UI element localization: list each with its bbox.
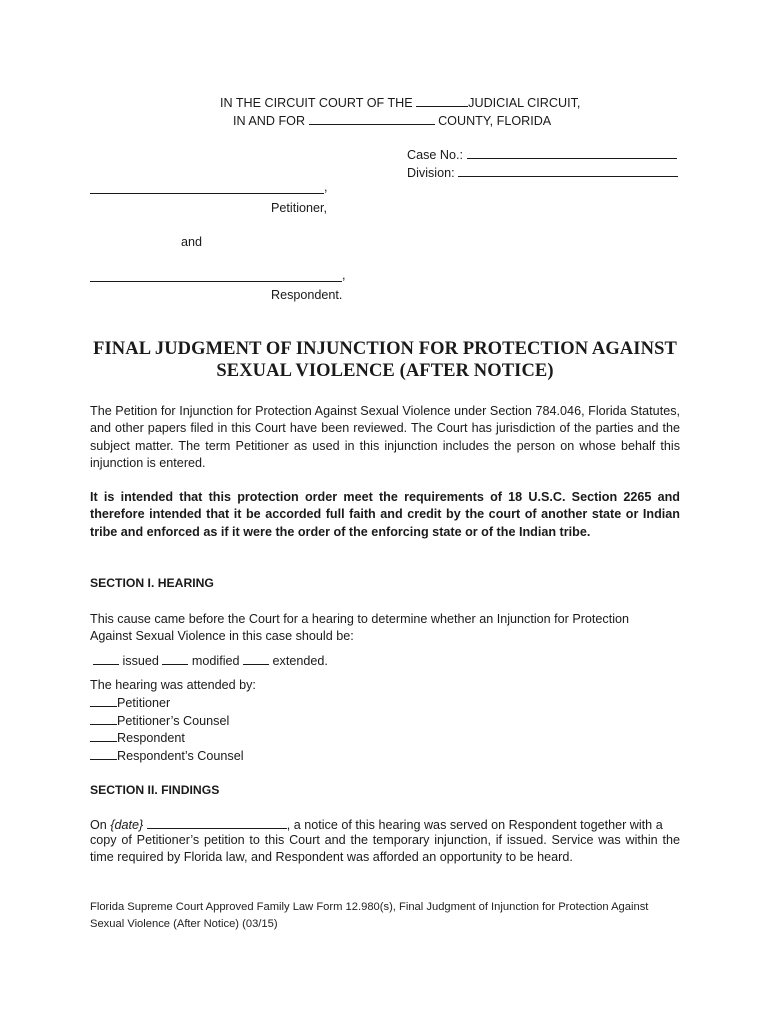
section-1-text: This cause came before the Court for a hearing to determine whether an Injunction for Protection Against Sexual Violence in this case should be: xyxy=(90,612,630,644)
court-line-1 xyxy=(220,95,580,110)
attendee-respondent: Respondent xyxy=(117,731,185,745)
issued-checkbox[interactable] xyxy=(93,653,119,665)
document-title-line-1: FINAL JUDGMENT OF INJUNCTION FOR PROTECTION AGAINST xyxy=(93,339,677,359)
option-issued: issued xyxy=(122,654,159,668)
on-label: On xyxy=(90,818,107,832)
respondent-comma: , xyxy=(342,268,346,282)
section-2-heading: SECTION II. FINDINGS xyxy=(90,783,220,797)
attended-label: The hearing was attended by: xyxy=(90,678,256,692)
extended-checkbox[interactable] xyxy=(243,653,269,665)
court-line-1-suffix: JUDICIAL CIRCUIT, xyxy=(468,96,581,110)
document-title-line-2: SEXUAL VIOLENCE (AFTER NOTICE) xyxy=(216,361,554,381)
attendee-checkbox[interactable] xyxy=(90,713,117,725)
case-number-label: Case No.: xyxy=(407,148,463,162)
petitioner-comma: , xyxy=(324,180,328,194)
division-row xyxy=(407,165,678,180)
attendee-petitioner: Petitioner xyxy=(117,696,171,710)
court-line-2-suffix: COUNTY, FLORIDA xyxy=(438,114,552,128)
county-blank[interactable] xyxy=(309,113,435,125)
petitioner-name-field[interactable] xyxy=(90,193,324,194)
attendee-petitioner-counsel: Petitioner’s Counsel xyxy=(117,714,230,728)
attendee-row xyxy=(90,748,244,763)
attendee-checkbox[interactable] xyxy=(90,695,117,707)
date-field[interactable] xyxy=(147,817,287,829)
findings-text-after-date: , a notice of this hearing was served on Respondent together with a xyxy=(286,818,663,832)
attendee-row xyxy=(90,713,229,728)
attendee-checkbox[interactable] xyxy=(90,748,117,760)
findings-text-rest: copy of Petitioner’s petition to this Court and the temporary injunction, if issued. Service was within the time required by Florida law, and Respondent was afforded an opportunity to be heard. xyxy=(90,833,680,865)
form-footer-line-1: Florida Supreme Court Approved Family Law Form 12.980(s), Final Judgment of Injunction for Protection Against xyxy=(90,901,649,913)
hearing-options-row xyxy=(93,653,328,668)
petitioner-label: Petitioner, xyxy=(271,201,328,215)
court-line-1-prefix: IN THE CIRCUIT COURT OF THE xyxy=(220,96,413,110)
case-number-row xyxy=(407,147,677,162)
circuit-number-blank[interactable] xyxy=(416,95,468,107)
intro-paragraph: The Petition for Injunction for Protection Against Sexual Violence under Section 784.046, Florida Statutes, and other papers filed in this Court have been reviewed. The Court has jurisdiction of the parties and the subject matter. The term Petitioner as used in this injunction includes the person on whose behalf this injunction is entered. xyxy=(90,404,680,471)
attendee-row xyxy=(90,730,185,745)
respondent-name-field[interactable] xyxy=(90,281,342,282)
attendee-respondent-counsel: Respondent’s Counsel xyxy=(117,749,244,763)
court-line-2-prefix: IN AND FOR xyxy=(233,114,306,128)
case-number-field[interactable] xyxy=(467,147,677,159)
court-line-2 xyxy=(233,113,551,128)
section-1-heading: SECTION I. HEARING xyxy=(90,576,214,590)
and-label: and xyxy=(181,235,203,249)
respondent-label: Respondent. xyxy=(271,288,343,302)
modified-checkbox[interactable] xyxy=(162,653,188,665)
option-modified: modified xyxy=(191,654,240,668)
division-field[interactable] xyxy=(458,165,678,177)
attendee-checkbox[interactable] xyxy=(90,730,117,742)
date-label: {date} xyxy=(110,818,144,832)
option-extended: extended. xyxy=(272,654,328,668)
full-faith-paragraph: It is intended that this protection order meet the requirements of 18 U.S.C. Section 2265 and therefore intended that it be accorded full faith and credit by the court of another state or Indian tribe and enforced as if it were the order of the enforcing state or of the Indian tribe. xyxy=(90,490,680,539)
form-footer-line-2: Sexual Violence (After Notice) (03/15) xyxy=(90,918,278,930)
findings-first-line xyxy=(90,817,663,832)
division-label: Division: xyxy=(407,166,455,180)
attendee-row xyxy=(90,695,170,710)
